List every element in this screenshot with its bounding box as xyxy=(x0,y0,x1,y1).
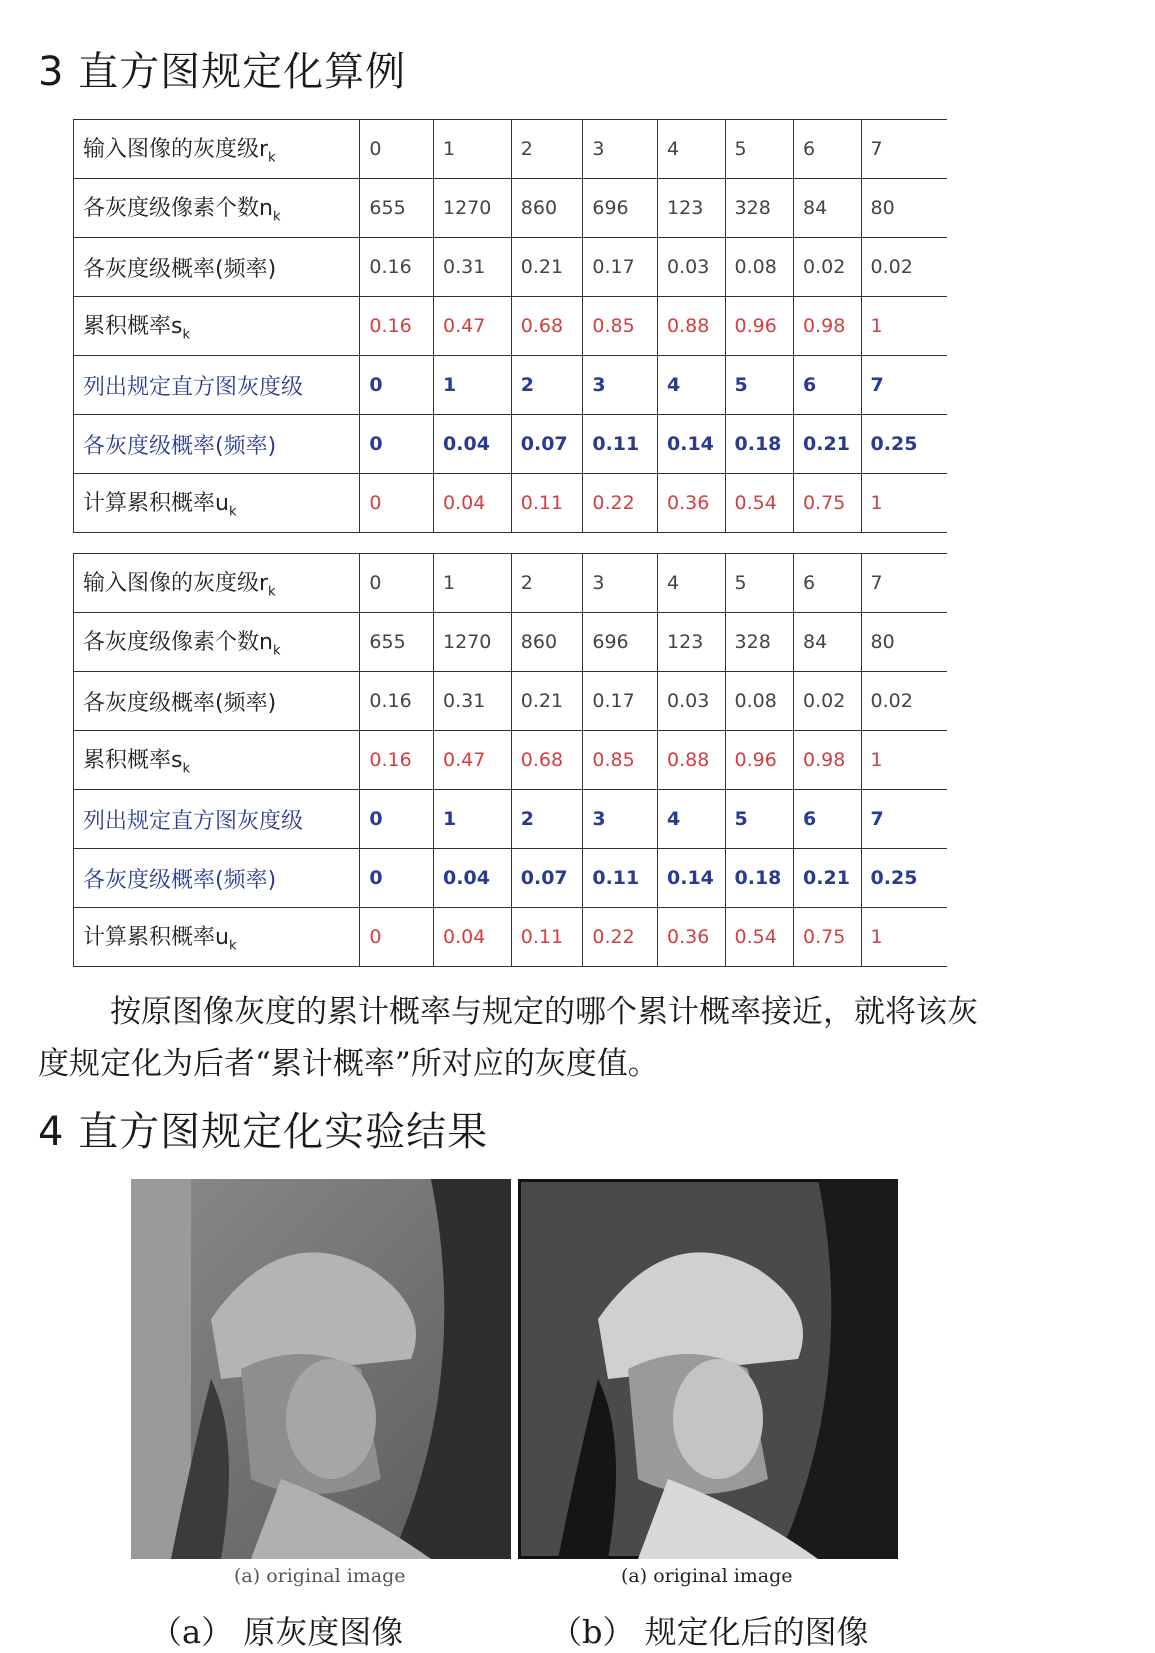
table-cell: 7 xyxy=(861,120,947,179)
table-cell: 0.11 xyxy=(511,908,583,967)
table-cell: 0.04 xyxy=(434,908,512,967)
table-cell: 0.31 xyxy=(434,238,512,297)
figure-caption-a: （a） 原灰度图像 xyxy=(150,1613,404,1651)
table-cell: 123 xyxy=(658,179,726,238)
table-cell: 6 xyxy=(794,356,862,415)
table-cell: 0.47 xyxy=(434,297,512,356)
table-cell: 0.16 xyxy=(360,731,434,790)
table-cell: 0.11 xyxy=(583,415,658,474)
table-cell: 7 xyxy=(861,790,947,849)
table-cell: 0.02 xyxy=(794,238,862,297)
table-row xyxy=(74,790,948,849)
table-cell: 5 xyxy=(725,120,794,179)
table-row xyxy=(74,474,948,533)
table-cell: 0.17 xyxy=(583,672,658,731)
table-cell: 80 xyxy=(861,179,947,238)
table-row xyxy=(74,238,948,297)
table-cell: 0.75 xyxy=(794,908,862,967)
table-cell: 0.54 xyxy=(725,908,794,967)
table-cell: 6 xyxy=(794,790,862,849)
table-cell: 0.14 xyxy=(658,415,726,474)
row-label: 输入图像的灰度级$r_k$ xyxy=(74,120,360,179)
table-cell: 0.03 xyxy=(658,238,726,297)
table-cell: 2 xyxy=(511,120,583,179)
table-cell: 84 xyxy=(794,179,862,238)
table-cell: 0.11 xyxy=(511,474,583,533)
table-cell: 860 xyxy=(511,613,583,672)
table-cell: 0.02 xyxy=(861,238,947,297)
row-label: 各灰度级像素个数$n_k$ xyxy=(74,179,360,238)
row-label: 累积概率$s_k$ xyxy=(74,297,360,356)
table-cell: 0.16 xyxy=(360,238,434,297)
explanation-paragraph: 按原图像灰度的累计概率与规定的哪个累计概率接近，就将该灰度规定化为后者“累计概率”所对应的灰度值。 xyxy=(38,994,978,1082)
table-cell: 0 xyxy=(360,849,434,908)
row-label: 各灰度级概率(频率) xyxy=(74,238,360,297)
section-heading-results: 4 直方图规定化实验结果 xyxy=(38,1109,489,1155)
table-cell: 0 xyxy=(360,790,434,849)
table-cell: 0.08 xyxy=(725,672,794,731)
table-cell: 0.16 xyxy=(360,297,434,356)
table-cell: 0.02 xyxy=(794,672,862,731)
table-cell: 0.85 xyxy=(583,731,658,790)
table-row xyxy=(74,731,948,790)
table-cell: 0.17 xyxy=(583,238,658,297)
table-cell: 0.96 xyxy=(725,297,794,356)
table-cell: 0.88 xyxy=(658,731,726,790)
table-cell: 0.14 xyxy=(658,849,726,908)
table-cell: 0.07 xyxy=(511,415,583,474)
table-cell: 3 xyxy=(583,554,658,613)
table-cell: 0.18 xyxy=(725,849,794,908)
table-cell: 0 xyxy=(360,356,434,415)
table-row xyxy=(74,672,948,731)
table-cell: 4 xyxy=(658,356,726,415)
section-heading-example: 3 直方图规定化算例 xyxy=(38,49,407,95)
table-cell: 0.03 xyxy=(658,672,726,731)
table-cell: 328 xyxy=(725,613,794,672)
table-cell: 5 xyxy=(725,356,794,415)
table-cell: 0.31 xyxy=(434,672,512,731)
table-cell: 0.21 xyxy=(511,672,583,731)
table-cell: 0.08 xyxy=(725,238,794,297)
table-cell: 5 xyxy=(725,790,794,849)
table-cell: 1 xyxy=(861,908,947,967)
photo-b-inner-caption: (a) original image xyxy=(621,1565,793,1587)
table-cell: 0.02 xyxy=(861,672,947,731)
table-cell: 0.75 xyxy=(794,474,862,533)
table-cell: 3 xyxy=(583,120,658,179)
table-cell: 6 xyxy=(794,554,862,613)
table-cell: 2 xyxy=(511,554,583,613)
table-cell: 123 xyxy=(658,613,726,672)
table-cell: 1 xyxy=(434,790,512,849)
table-cell: 0.25 xyxy=(861,849,947,908)
table-cell: 1 xyxy=(434,356,512,415)
figure-caption-b: （b） 规定化后的图像 xyxy=(550,1613,869,1651)
row-label: 各灰度级概率(频率) xyxy=(74,672,360,731)
table-cell: 2 xyxy=(511,356,583,415)
table-cell: 0.21 xyxy=(794,415,862,474)
table-cell: 655 xyxy=(360,613,434,672)
table-row xyxy=(74,849,948,908)
table-cell: 696 xyxy=(583,179,658,238)
table-cell: 0.98 xyxy=(794,731,862,790)
table-cell: 1270 xyxy=(434,179,512,238)
table-cell: 84 xyxy=(794,613,862,672)
table-cell: 0.21 xyxy=(794,849,862,908)
original-grayscale-photo xyxy=(131,1179,511,1559)
table-cell: 0 xyxy=(360,474,434,533)
table-row xyxy=(74,613,948,672)
row-label: 输入图像的灰度级$r_k$ xyxy=(74,554,360,613)
table-cell: 0.22 xyxy=(583,474,658,533)
photo-a-inner-caption: (a) original image xyxy=(234,1565,406,1587)
table-cell: 860 xyxy=(511,179,583,238)
table-cell: 0.04 xyxy=(434,415,512,474)
table-row xyxy=(74,120,948,179)
table-cell: 0.98 xyxy=(794,297,862,356)
table-row xyxy=(74,297,948,356)
table-cell: 1 xyxy=(434,120,512,179)
table-cell: 0.54 xyxy=(725,474,794,533)
table-row xyxy=(74,356,948,415)
table-cell: 0 xyxy=(360,908,434,967)
row-label: 各灰度级概率(频率) xyxy=(74,849,360,908)
table-cell: 0.85 xyxy=(583,297,658,356)
specified-histogram-photo xyxy=(518,1179,898,1559)
table-row xyxy=(74,908,948,967)
table-cell: 0.68 xyxy=(511,731,583,790)
table-cell: 7 xyxy=(861,356,947,415)
table-cell: 0.96 xyxy=(725,731,794,790)
table-cell: 0.11 xyxy=(583,849,658,908)
row-label: 计算累积概率$u_k$ xyxy=(74,474,360,533)
table-cell: 0.04 xyxy=(434,849,512,908)
table-row xyxy=(74,179,948,238)
table-cell: 0.36 xyxy=(658,908,726,967)
table-cell: 0.36 xyxy=(658,474,726,533)
table-cell: 655 xyxy=(360,179,434,238)
table-cell: 1 xyxy=(434,554,512,613)
table-cell: 1270 xyxy=(434,613,512,672)
table-cell: 7 xyxy=(861,554,947,613)
table-cell: 0 xyxy=(360,415,434,474)
table-cell: 0.68 xyxy=(511,297,583,356)
histogram-table-2 xyxy=(73,553,947,967)
table-cell: 696 xyxy=(583,613,658,672)
table-cell: 0.07 xyxy=(511,849,583,908)
table-cell: 6 xyxy=(794,120,862,179)
row-label: 列出规定直方图灰度级 xyxy=(74,790,360,849)
table-cell: 4 xyxy=(658,790,726,849)
table-cell: 3 xyxy=(583,356,658,415)
row-label: 列出规定直方图灰度级 xyxy=(74,356,360,415)
table-cell: 0.25 xyxy=(861,415,947,474)
table-cell: 0.16 xyxy=(360,672,434,731)
table-row xyxy=(74,415,948,474)
table-cell: 2 xyxy=(511,790,583,849)
table-cell: 1 xyxy=(861,297,947,356)
table-cell: 0.22 xyxy=(583,908,658,967)
table-cell: 80 xyxy=(861,613,947,672)
table-cell: 4 xyxy=(658,120,726,179)
table-cell: 5 xyxy=(725,554,794,613)
table-cell: 0.21 xyxy=(511,238,583,297)
histogram-table-1 xyxy=(73,119,947,533)
row-label: 计算累积概率$u_k$ xyxy=(74,908,360,967)
table-cell: 4 xyxy=(658,554,726,613)
row-label: 累积概率$s_k$ xyxy=(74,731,360,790)
table-cell: 0.18 xyxy=(725,415,794,474)
table-cell: 0.88 xyxy=(658,297,726,356)
table-cell: 1 xyxy=(861,474,947,533)
table-cell: 0.47 xyxy=(434,731,512,790)
table-cell: 0 xyxy=(360,554,434,613)
table-cell: 1 xyxy=(861,731,947,790)
table-cell: 3 xyxy=(583,790,658,849)
table-cell: 0.04 xyxy=(434,474,512,533)
row-label: 各灰度级像素个数$n_k$ xyxy=(74,613,360,672)
table-cell: 0 xyxy=(360,120,434,179)
table-row xyxy=(74,554,948,613)
table-cell: 328 xyxy=(725,179,794,238)
row-label: 各灰度级概率(频率) xyxy=(74,415,360,474)
